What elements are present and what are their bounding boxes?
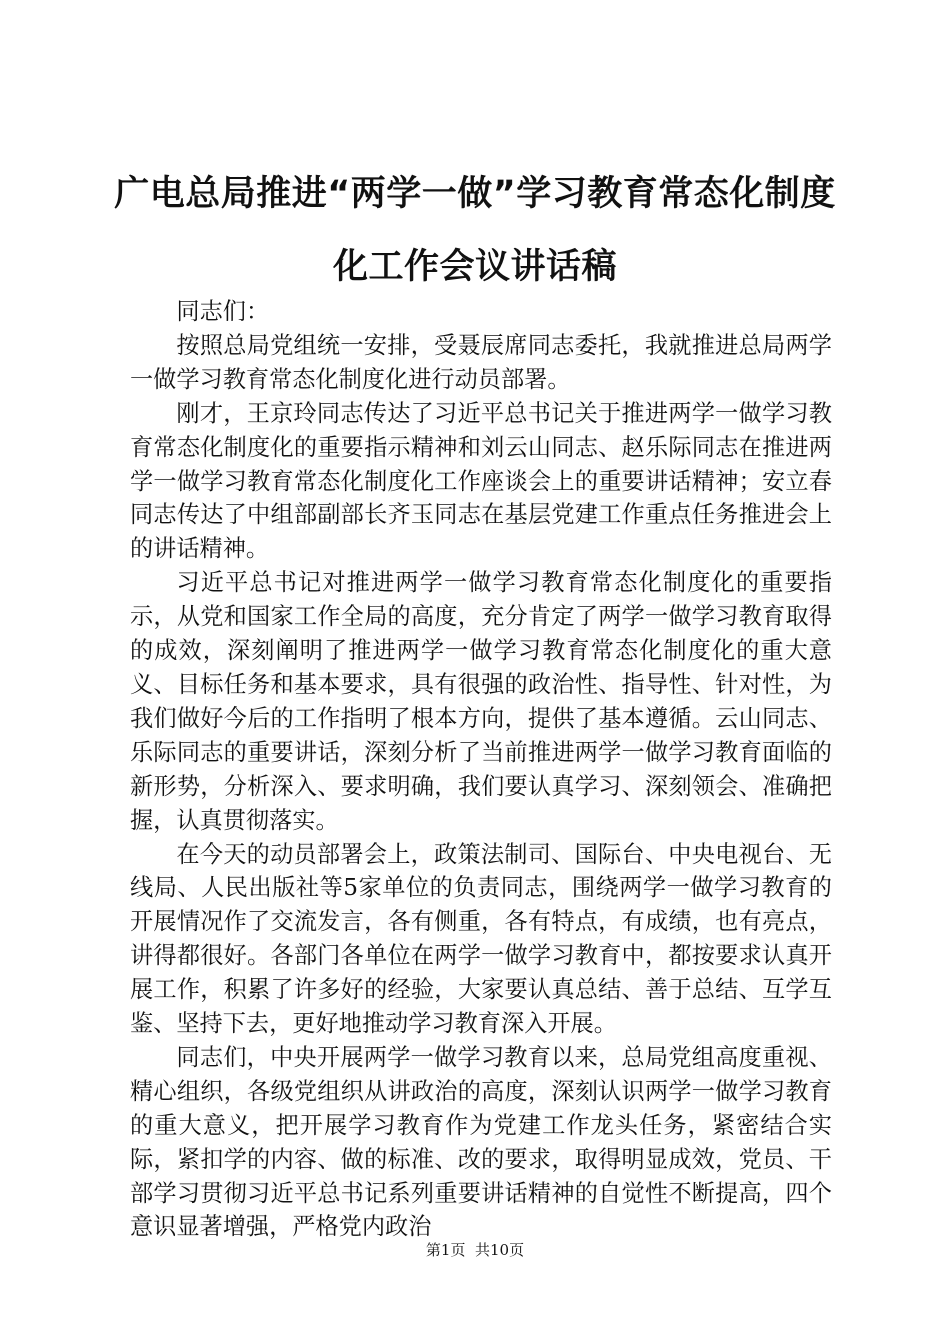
paragraph: 同志们，中央开展两学一做学习教育以来，总局党组高度重视、精心组织，各级党组织从讲政治的高度，深刻认识两学一做学习教育的重大意义，把开展学习教育作为党建工作龙头任务，紧密结合实际，紧扣学的内容、做的标准、改的要求，取得明显成效，党员、干部学习贯彻习近平总书记系列重要讲话精神的自觉性不断提高，四个意识显著增强，严格党内政治 [130,1043,832,1241]
page-total: 共10页 [475,1241,525,1259]
paragraph: 按照总局党组统一安排，受聂辰席同志委托，我就推进总局两学一做学习教育常态化制度化进行动员部署。 [130,331,832,393]
paragraph: 习近平总书记对推进两学一做学习教育常态化制度化的重要指示，从党和国家工作全局的高度，充分肯定了两学一做学习教育取得的成效，深刻阐明了推进两学一做学习教育常态化制度化的重大意义、目标任务和基本要求，具有很强的政治性、指导性、针对性，为我们做好今后的工作指明了根本方向，提供了基本遵循。云山同志、乐际同志的重要讲话，深刻分析了当前推进两学一做学习教育面临的新形势，分析深入、要求明确，我们要认真学习、深刻领会、准确把握，认真贯彻落实。 [130,569,832,834]
page-footer [0,1240,950,1260]
page-number: 第1页 [425,1241,466,1259]
paragraph: 刚才，王京玲同志传达了习近平总书记关于推进两学一做学习教育常态化制度化的重要指示精神和刘云山同志、赵乐际同志在推进两学一做学习教育常态化制度化工作座谈会上的重要讲话精神；安立春同志传达了中组部副部长齐玉同志在基层党建工作重点任务推进会上的讲话精神。 [130,399,832,563]
paragraph-salutation: 同志们： [176,298,270,325]
paragraph: 在今天的动员部署会上，政策法制司、国际台、中央电视台、无线局、人民出版社等5家单位的负责同志，围绕两学一做学习教育的开展情况作了交流发言，各有侧重，各有特点，有成绩，也有亮点，讲得都很好。各部门各单位在两学一做学习教育中，都按要求认真开展工作，积累了许多好的经验，大家要认真总结、善于总结、互学互鉴、坚持下去，更好地推动学习教育深入开展。 [130,840,832,1038]
document-body [130,295,832,1244]
document-title: 广电总局推进“两学一做”学习教育常态化制度化工作会议讲话稿 [114,174,836,287]
